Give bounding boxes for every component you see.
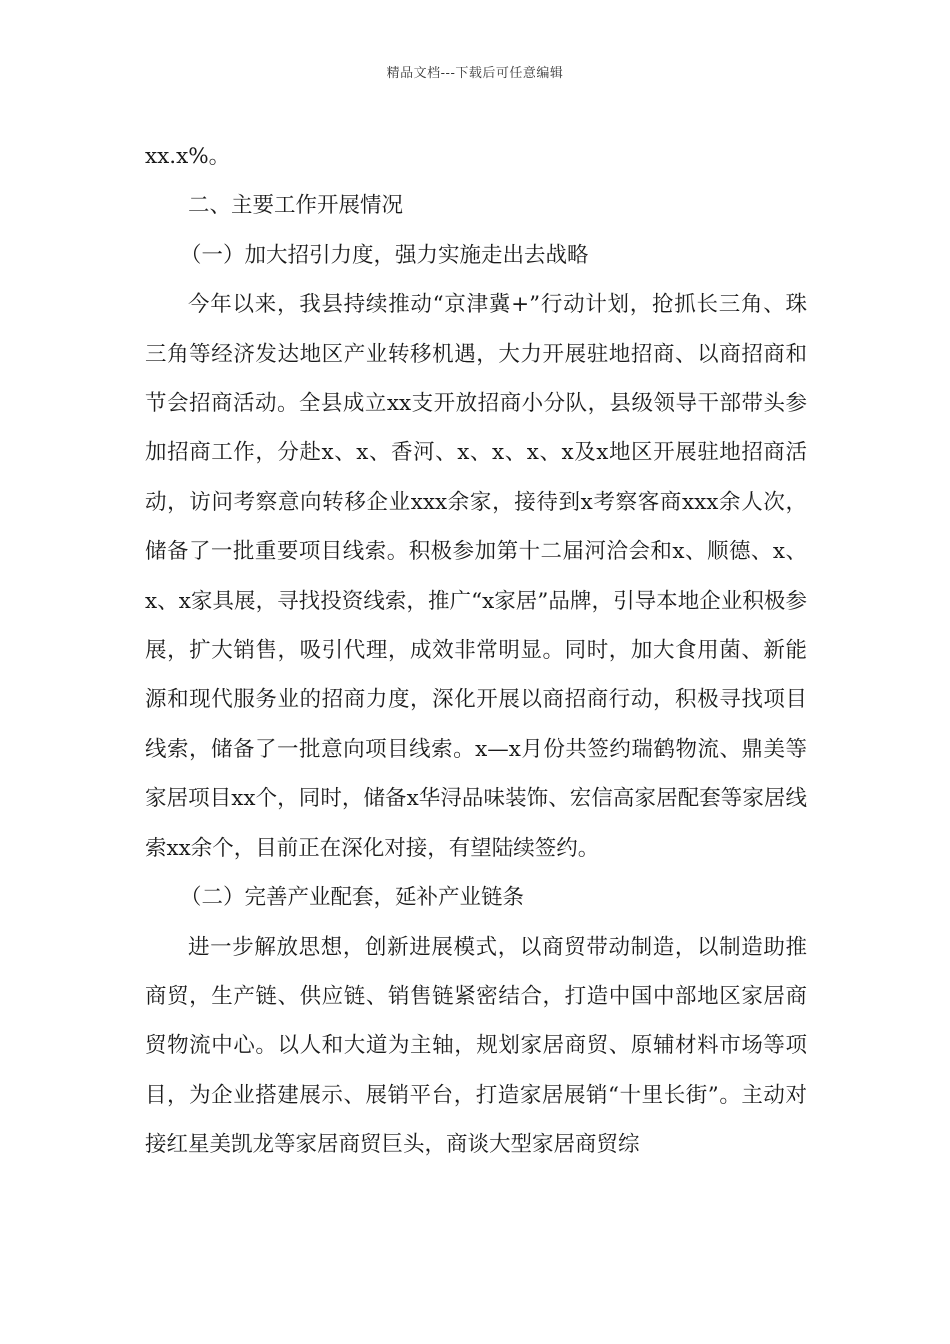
subsection-heading-1: （一）加大招引力度，强力实施走出去战略 [180,242,589,268]
paragraph-investment: 今年以来，我县持续推动“京津冀+”行动计划，抢抓长三角、珠三角等经济发达地区产业转移机遇，大力开展驻地招商、以商招商和节会招商活动。全县成立xx支开放招商小分队，县级领导干部带头参加招商工作，分赴x、x、香河、x、x、x、x及x地区开展驻地招商活动，访问考察意向转移企业xxx余家，接待到x考察客商xxx余人次，储备了一批重要项目线索。积极参加第十二届河洽会和x、顺德、x、x、x家具展，寻找投资线索，推广“x家居”品牌，引导本地企业积极参展，扩大销售，吸引代理，成效非常明显。同时，加大食用菌、新能源和现代服务业的招商力度，深化开展以商招商行动，积极寻找项目线索，储备了一批意向项目线索。x—x月份共签约瑞鹤物流、鼎美等家居项目xx个，同时，储备x华浔品味装饰、宏信高家居配套等家居线索xx余个，目前正在深化对接，有望陆续签约。 [145,292,807,861]
page-header: 精品文档---下载后可任意编辑 [386,66,564,81]
section-heading: 二、主要工作开展情况 [188,193,404,219]
document-body [145,132,807,1170]
subsection-heading-2: （二）完善产业配套，延补产业链条 [180,885,525,911]
paragraph-industry-chain: 进一步解放思想，创新进展模式，以商贸带动制造，以制造助推商贸，生产链、供应链、销售链紧密结合，打造中国中部地区家居商贸物流中心。以人和大道为主轴，规划家居商贸、原辅材料市场等项目，为企业搭建展示、展销平台，打造家居展销“十里长街”。主动对接红星美凯龙等家居商贸巨头，商谈大型家居商贸综 [145,934,807,1158]
paragraph-continued: xx.x%。 [145,144,231,169]
